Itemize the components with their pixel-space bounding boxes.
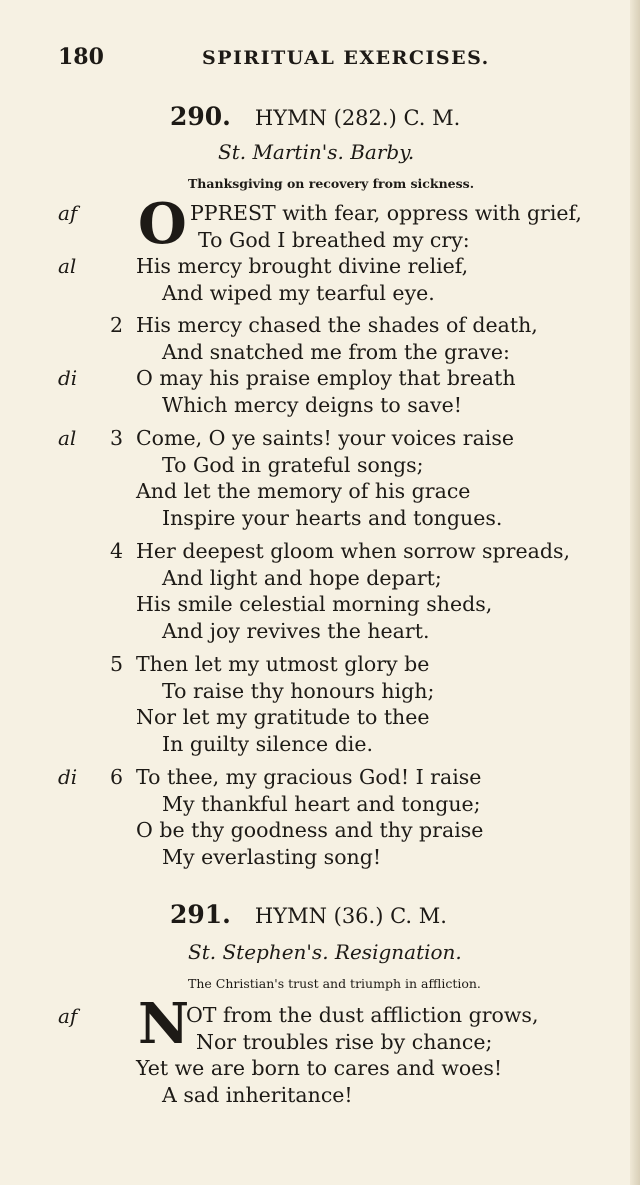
- verse-line: His smile celestial morning sheds,: [136, 592, 493, 616]
- verse-line: And light and hope depart;: [162, 566, 442, 590]
- verse-number: 4: [110, 539, 124, 563]
- verse-line: To thee, my gracious God! I raise: [136, 765, 482, 789]
- dynamic-mark: af: [58, 201, 78, 225]
- hymn-291-heading: [170, 900, 447, 929]
- page-number: 180: [58, 44, 104, 70]
- drop-cap: O: [138, 191, 187, 257]
- verse-line: OT from the dust affliction grows,: [186, 1003, 539, 1027]
- verse-line: And snatched me from the grave:: [162, 340, 510, 364]
- dynamic-mark: al: [58, 426, 77, 450]
- dynamic-mark: af: [58, 1004, 78, 1028]
- verse-line: O may his praise employ that breath: [136, 366, 516, 390]
- verse-line: To God I breathed my cry:: [198, 228, 470, 252]
- verse-line: A sad inheritance!: [162, 1083, 353, 1107]
- dynamic-mark: di: [58, 366, 78, 390]
- verse-line: And let the memory of his grace: [136, 479, 471, 503]
- running-title: SPIRITUAL EXERCISES.: [202, 47, 490, 69]
- running-head: [58, 44, 508, 74]
- verse-number: 3: [110, 426, 124, 450]
- hymn-number: 290.: [170, 102, 231, 131]
- verse-line: Her deepest gloom when sorrow spreads,: [136, 539, 570, 563]
- verse-line: To raise thy honours high;: [162, 679, 435, 703]
- verse-line: To God in grateful songs;: [162, 453, 424, 477]
- verse-line: My thankful heart and tongue;: [162, 792, 481, 816]
- verse-line: My everlasting song!: [162, 845, 382, 869]
- hymn-title: HYMN (36.) C. M.: [254, 904, 447, 928]
- verse-line: His mercy brought divine relief,: [136, 254, 469, 278]
- dynamic-mark: di: [58, 765, 78, 789]
- hymn-number: 291.: [170, 900, 231, 929]
- verse-line: Yet we are born to cares and woes!: [136, 1056, 503, 1080]
- hymn-291-tunes: St. Stephen's. Resignation.: [188, 940, 462, 964]
- verse-line: His mercy chased the shades of death,: [136, 313, 538, 337]
- verse-number: 6: [110, 765, 124, 789]
- page-edge: [630, 0, 640, 1185]
- verse-line: And joy revives the heart.: [162, 619, 430, 643]
- hymn-290-tunes: St. Martin's. Barby.: [218, 140, 415, 164]
- verse-number: 2: [110, 313, 124, 337]
- hymn-290-occasion: Thanksgiving on recovery from sickness.: [188, 176, 475, 191]
- hymn-title: HYMN (282.) C. M.: [254, 106, 461, 130]
- hymn-290-heading: [170, 102, 460, 131]
- drop-cap: N: [138, 991, 190, 1057]
- verse-line: Inspire your hearts and tongues.: [162, 506, 503, 530]
- verse-line: And wiped my tearful eye.: [162, 281, 435, 305]
- verse-line: Nor troubles rise by chance;: [196, 1030, 493, 1054]
- verse-line: PPREST with fear, oppress with grief,: [190, 201, 582, 225]
- verse-number: 5: [110, 652, 124, 676]
- dynamic-mark: al: [58, 254, 77, 278]
- verse-line: Then let my utmost glory be: [136, 652, 430, 676]
- verse-line: Which mercy deigns to save!: [162, 393, 462, 417]
- verse-line: In guilty silence die.: [162, 732, 374, 756]
- verse-line: Nor let my gratitude to thee: [136, 705, 430, 729]
- verse-line: Come, O ye saints! your voices raise: [136, 426, 514, 450]
- verse-line: O be thy goodness and thy praise: [136, 818, 484, 842]
- hymn-291-occasion: The Christian's trust and triumph in affliction.: [188, 976, 481, 991]
